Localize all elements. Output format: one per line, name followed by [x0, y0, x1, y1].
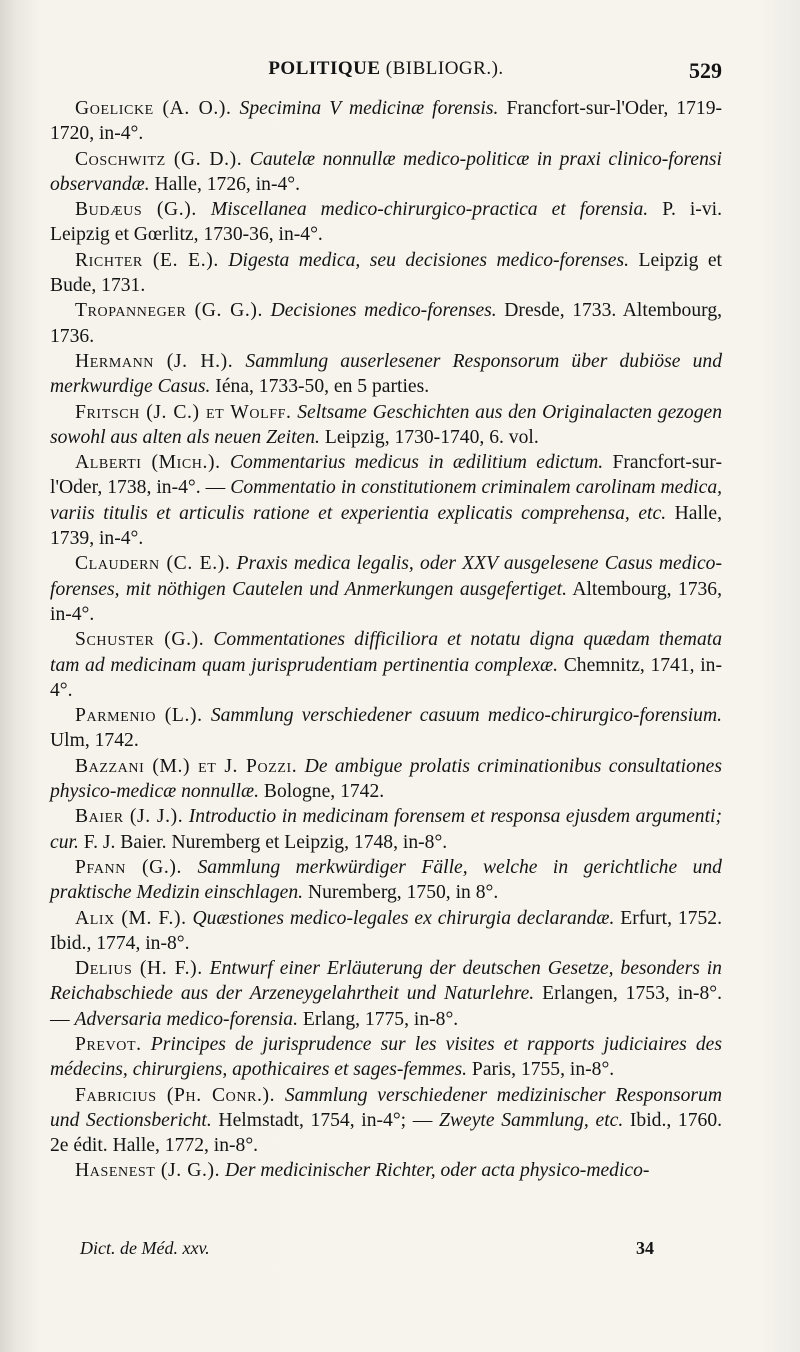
entry-title: Sammlung verschiedener medizinischer Responsorum und Sectionsbericht. — [50, 1084, 722, 1131]
entry-title: Commentationes difficiliora et notatu digna quædam themata tam ad medicinam quam jurisprudentiam pertinentia complexæ. — [50, 629, 722, 676]
entry-details: Halle, 1726, in-4°. — [154, 173, 301, 195]
entry-details: Altembourg, 1736, in-4°. — [50, 578, 722, 625]
entry-author: Hermann (J. H.). — [75, 350, 234, 372]
bibliography-entry — [50, 298, 722, 349]
entry-author: Pfann (G.). — [75, 856, 183, 878]
entry-author: Claudern (C. E.). — [75, 553, 231, 575]
entry-details: Chemnitz, 1741, in-4°. — [50, 654, 722, 701]
entry-author: Schuster (G.). — [75, 629, 205, 651]
signature-number: 34 — [636, 1238, 654, 1258]
entry-title: Zweyte Sammlung, etc. — [439, 1109, 624, 1131]
bibliography-entry — [50, 956, 722, 1032]
bibliography-entry — [50, 96, 722, 147]
bibliography-entry — [50, 627, 722, 703]
entry-author: Alix (M. F.). — [75, 907, 187, 929]
entry-title: Seltsame Geschichten aus den Originalacten gezogen sowohl aus alten als neuen Zeiten. — [50, 401, 722, 448]
entry-details: Paris, 1755, in-8°. — [471, 1059, 615, 1081]
entry-title: De ambigue prolatis criminationibus consultationes physico-medicæ nonnullæ. — [50, 755, 722, 803]
entry-author: Alberti (Mich.). — [75, 452, 221, 474]
entry-title: Commentarius medicus in ædilitium edictum. — [229, 452, 604, 474]
entry-details: Ibid., 1760. 2e édit. Halle, 1772, in-8°. — [50, 1109, 723, 1157]
entry-details: Helmstadt, 1754, in-4°; — — [218, 1109, 433, 1131]
entry-details: Nuremberg, 1750, in 8°. — [307, 882, 499, 904]
bibliography-entry — [50, 349, 722, 400]
entry-author: Tropanneger (G. G.). — [75, 300, 263, 322]
entry-title: Introductio in medicinam forensem et responsa ejusdem argumenti; cur. — [50, 806, 722, 853]
entry-title: Praxis medica legalis, oder XXV ausgelesene Casus medico-forenses, mit nöthigen Cautelen und Anmerkungen ausgefertiget. — [50, 553, 722, 600]
entry-details: Francfort-sur-l'Oder, 1719-1720, in-4°. — [50, 98, 723, 145]
entry-title: Miscellanea medico-chirurgico-practica et forensia. — [210, 199, 649, 221]
entry-details: Bologne, 1742. — [263, 781, 385, 803]
entry-details: F. J. Baier. Nuremberg et Leipzig, 1748, in-8°. — [83, 831, 448, 853]
bibliography-entry — [50, 551, 722, 627]
entry-author: Goelicke (A. O.). — [75, 98, 232, 119]
entry-author: Budæus (G.). — [75, 199, 197, 221]
bibliography-entry — [50, 906, 722, 957]
running-title-sub: (BIBLIOGR.). — [385, 58, 504, 79]
printer-signature: Dict. de Méd. xxv. — [80, 1238, 210, 1258]
page-number: 529 — [689, 58, 722, 83]
entry-title: Decisiones medico-forenses. — [270, 300, 497, 322]
entry-details: Francfort-sur-l'Oder, 1738, in-4°. — — [50, 452, 722, 499]
entry-details: Erlangen, 1753, in-8°. — — [50, 983, 722, 1030]
entry-details: Ulm, 1742. — [50, 730, 139, 752]
running-title-main: POLITIQUE — [268, 58, 381, 79]
entry-title: Sammlung merkwürdiger Fälle, welche in gerichtliche und praktische Medizin einschlagen. — [50, 856, 722, 904]
entry-details: Erfurt, 1752. Ibid., 1774, in-8°. — [50, 907, 722, 954]
entry-author: Coschwitz (G. D.). — [75, 148, 243, 170]
running-header — [50, 58, 722, 88]
entry-author: Hasenest (J. G.). — [75, 1160, 221, 1182]
entry-author: Prevot. — [75, 1033, 142, 1055]
bibliography-entry — [50, 804, 722, 855]
bibliography-entry — [50, 450, 722, 551]
bibliography-entry — [50, 197, 722, 248]
bibliography-entry — [50, 703, 722, 754]
bibliography-entry — [50, 754, 722, 805]
entry-title: Principes de jurisprudence sur les visites et rapports judiciaires des médecins, chirurgiens, apothicaires et sages-femmes. — [50, 1033, 722, 1081]
bibliography-list — [50, 96, 722, 1184]
entry-title: Entwurf einer Erläuterung der deutschen Gesetze, besonders in Reichabschiede aus der Arzeneygelahrtheit und Naturlehre. — [50, 958, 722, 1005]
bibliography-entry — [50, 147, 722, 198]
bibliography-entry — [50, 400, 722, 451]
entry-author: Richter (E. E.). — [75, 249, 219, 271]
entry-author: Baier (J. J.). — [75, 806, 184, 828]
entry-details: Iéna, 1733-50, en 5 parties. — [215, 376, 430, 398]
bibliography-entry — [50, 1158, 722, 1183]
entry-author: Parmenio (L.). — [75, 705, 203, 727]
entry-title: Sammlung auserlesener Responsorum über dubiöse und merkwurdige Casus. — [50, 350, 722, 398]
entry-title: Cautelæ nonnullæ medico-politicæ in praxi clinico-forensi observandæ. — [50, 148, 722, 195]
entry-details: Leipzig et Bude, 1731. — [50, 249, 722, 297]
entry-details: Leipzig, 1730-1740, 6. vol. — [324, 426, 539, 448]
entry-author: Fabricius (Ph. Conr.). — [75, 1084, 276, 1106]
bibliography-entry — [50, 1083, 722, 1159]
page-footer — [80, 1238, 680, 1264]
entry-title: Digesta medica, seu decisiones medico-forenses. — [228, 249, 630, 271]
entry-details: Halle, 1739, in-4°. — [50, 502, 722, 550]
entry-title: Specimina V medicinæ forensis. — [239, 98, 499, 119]
entry-author: Bazzani (M.) et J. Pozzi. — [75, 755, 298, 777]
bibliography-entry — [50, 855, 722, 906]
running-title — [50, 58, 722, 80]
entry-title: Der medicinischer Richter, oder acta physico-medico- — [225, 1160, 650, 1182]
bibliography-entry — [50, 1032, 722, 1083]
entry-title: Sammlung verschiedener casuum medico-chirurgico-forensium. — [210, 705, 722, 727]
entry-details: P. i-vi. Leipzig et Gœrlitz, 1730-36, in-4°. — [50, 199, 722, 246]
entry-author: Fritsch (J. C.) et Wolff. — [75, 401, 292, 423]
entry-title: Adversaria medico-forensia. — [74, 1008, 298, 1030]
entry-title: Quæstiones medico-legales ex chirurgia declarandæ. — [192, 907, 615, 929]
entry-title: Commentatio in constitutionem criminalem carolinam medica, variis titulis et articulis ratione et experientia explicatis comprehensa, etc. — [50, 477, 723, 524]
entry-details: Erlang, 1775, in-8°. — [302, 1008, 459, 1030]
bibliography-entry — [50, 248, 722, 299]
entry-author: Delius (H. F.). — [75, 958, 203, 980]
entry-details: Dresde, 1733. Altembourg, 1736. — [50, 300, 723, 347]
